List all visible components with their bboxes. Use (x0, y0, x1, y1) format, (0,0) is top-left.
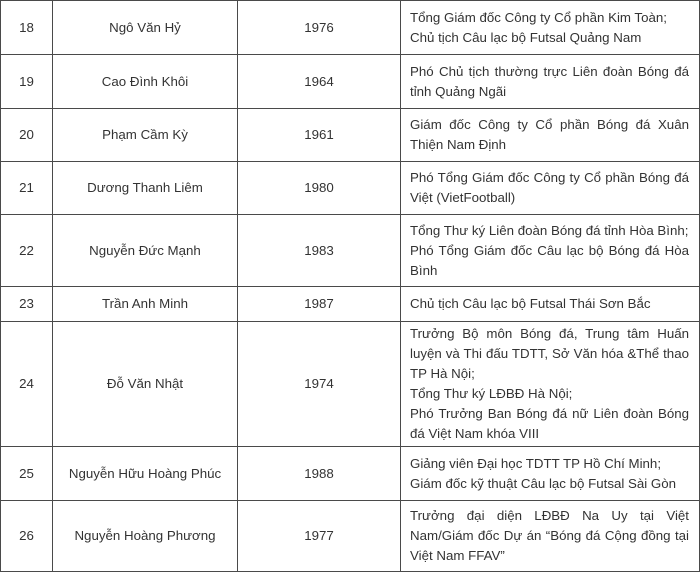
birth-year-cell: 1980 (238, 162, 401, 215)
position-line: Tổng Thư ký LĐBĐ Hà Nội; (410, 386, 573, 401)
table-row (1, 447, 700, 501)
member-name-cell: Dương Thanh Liêm (53, 162, 238, 215)
position-cell (401, 1, 700, 55)
row-number-cell: 18 (1, 1, 53, 55)
birth-year-cell: 1974 (238, 322, 401, 447)
member-name-cell: Trần Anh Minh (53, 287, 238, 322)
position-line: Chủ tịch Câu lạc bộ Futsal Quảng Nam (410, 29, 642, 45)
table-row (1, 322, 700, 447)
member-name-cell: Phạm Cầm Kỳ (53, 109, 238, 162)
table-body (1, 1, 700, 572)
position-line: Phó Tổng Giám đốc Câu lạc bộ Bóng đá Hòa Bình (410, 242, 689, 278)
row-number-cell: 26 (1, 501, 53, 572)
position-line: Giám đốc Công ty Cổ phần Bóng đá Xuân Thiện Nam Định (410, 117, 689, 152)
member-name-cell: Nguyễn Hữu Hoàng Phúc (53, 447, 238, 501)
position-cell (401, 55, 700, 109)
table-row (1, 162, 700, 215)
position-line: Giảng viên Đại học TDTT TP Hồ Chí Minh; (410, 455, 662, 471)
position-cell (401, 109, 700, 162)
table-row (1, 287, 700, 322)
table-row (1, 55, 700, 109)
row-number-cell: 24 (1, 322, 53, 447)
position-line: Phó Tổng Giám đốc Công ty Cổ phần Bóng đá Việt (VietFootball) (410, 170, 689, 205)
birth-year-cell: 1977 (238, 501, 401, 572)
row-number-cell: 20 (1, 109, 53, 162)
position-cell (401, 287, 700, 322)
position-cell (401, 162, 700, 215)
row-number-cell: 23 (1, 287, 53, 322)
table-row (1, 109, 700, 162)
birth-year-cell: 1987 (238, 287, 401, 322)
birth-year-cell: 1964 (238, 55, 401, 109)
table-row (1, 501, 700, 572)
position-line: Chủ tịch Câu lạc bộ Futsal Thái Sơn Bắc (410, 296, 651, 311)
birth-year-cell: 1983 (238, 215, 401, 287)
member-name-cell: Ngô Văn Hỷ (53, 1, 238, 55)
row-number-cell: 19 (1, 55, 53, 109)
position-cell (401, 447, 700, 501)
birth-year-cell: 1976 (238, 1, 401, 55)
table-row (1, 215, 700, 287)
row-number-cell: 25 (1, 447, 53, 501)
position-line: Tổng Giám đốc Công ty Cổ phần Kim Toàn; (410, 9, 667, 25)
position-cell (401, 501, 700, 572)
position-line: Trưởng Bộ môn Bóng đá, Trung tâm Huấn luyện và Thi đấu TDTT, Sở Văn hóa &Thể thao TP Hà Nội; (410, 326, 689, 381)
row-number-cell: 22 (1, 215, 53, 287)
birth-year-cell: 1988 (238, 447, 401, 501)
table-row (1, 1, 700, 55)
member-name-cell: Nguyễn Hoàng Phương (53, 501, 238, 572)
position-line: Tổng Thư ký Liên đoàn Bóng đá tỉnh Hòa Bình; (410, 222, 689, 238)
member-name-cell: Đỗ Văn Nhật (53, 322, 238, 447)
position-line: Trưởng đại diện LĐBĐ Na Uy tại Việt Nam/Giám đốc Dự án “Bóng đá Cộng đồng tại Việt Nam FFAV” (410, 508, 689, 563)
position-line: Phó Trưởng Ban Bóng đá nữ Liên đoàn Bóng đá Việt Nam khóa VIII (410, 406, 689, 441)
position-cell (401, 215, 700, 287)
position-cell (401, 322, 700, 447)
member-name-cell: Nguyễn Đức Mạnh (53, 215, 238, 287)
birth-year-cell: 1961 (238, 109, 401, 162)
position-line: Phó Chủ tịch thường trực Liên đoàn Bóng đá tỉnh Quảng Ngãi (410, 63, 689, 99)
member-name-cell: Cao Đình Khôi (53, 55, 238, 109)
row-number-cell: 21 (1, 162, 53, 215)
position-line: Giám đốc kỹ thuật Câu lạc bộ Futsal Sài Gòn (410, 475, 677, 491)
